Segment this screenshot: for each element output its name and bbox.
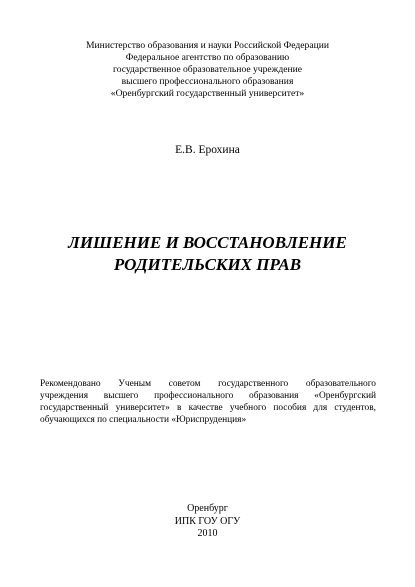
recommendation-line-1: Рекомендовано Ученым советом государственного образовательного bbox=[40, 379, 376, 389]
ministry-line: Министерство образования и науки Российской Федерации bbox=[86, 40, 329, 51]
imprint-publisher: ИПК ГОУ ОГУ bbox=[174, 515, 241, 527]
education-level-line: высшего профессионального образования bbox=[121, 76, 294, 87]
book-title-line-1: ЛИШЕНИЕ И ВОССТАНОВЛЕНИЕ bbox=[68, 233, 347, 252]
institution-type-line: государственное образовательное учреждение bbox=[113, 64, 302, 75]
recommendation-line-3: государственный университет» в качестве учебного пособия для студентов, bbox=[40, 403, 376, 413]
imprint-city: Оренбург bbox=[187, 503, 228, 514]
agency-line: Федеральное агентство по образованию bbox=[125, 52, 290, 63]
institution-header bbox=[0, 40, 415, 100]
recommendation-line-2: учреждения высшего профессионального образования «Оренбургский bbox=[40, 391, 376, 401]
university-name-line: «Оренбургский государственный университет» bbox=[110, 88, 305, 99]
imprint bbox=[0, 503, 415, 541]
imprint-year: 2010 bbox=[197, 528, 218, 539]
book-title-line-2: РОДИТЕЛЬСКИХ ПРАВ bbox=[113, 255, 302, 274]
recommendation-line-4: обучающихся по специальности «Юриспруденция» bbox=[40, 415, 247, 425]
author-name: Е.В. Ерохина bbox=[175, 144, 240, 156]
recommendation-text bbox=[40, 378, 376, 426]
book-title bbox=[0, 232, 415, 276]
